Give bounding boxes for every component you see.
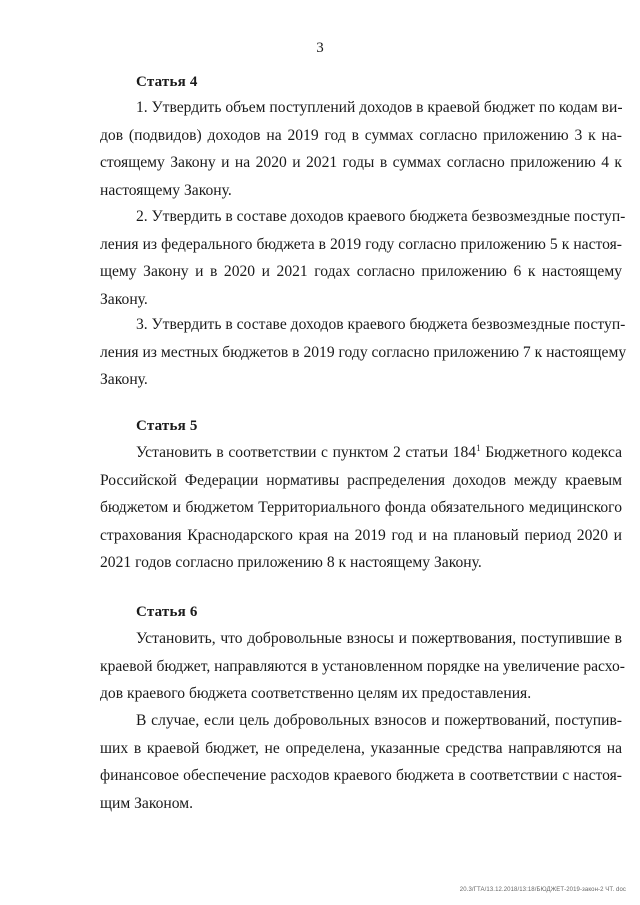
text-line: 1. Утвердить объем поступлений доходов в краевой бюджет по кодам ви- — [136, 99, 623, 116]
article-4-heading: Статья 4 — [136, 74, 198, 90]
article-4-paragraph-2 — [100, 203, 626, 313]
text-line: 2021 годов согласно приложению 8 к настоящему Закону. — [100, 554, 482, 571]
text-line: Российской Федерации нормативы распределения доходов между краевым — [100, 471, 622, 489]
text-line: краевой бюджет, направляются в установленном порядке на увеличение расхо- — [100, 657, 625, 675]
text-line: финансовое обеспечение расходов краевого бюджета в соответствии с настоя- — [100, 767, 622, 784]
article-6-heading: Статья 6 — [136, 604, 198, 620]
article-4-paragraph-3 — [100, 311, 627, 394]
text-line: Закону. — [100, 290, 148, 308]
text-line: ления из местных бюджетов в 2019 году согласно приложению 7 к настоящему — [100, 343, 627, 361]
text-line: страхования Краснодарского края на 2019 год и на плановый период 2020 и — [100, 526, 622, 544]
text-line: 2. Утвердить в составе доходов краевого бюджета безвозмездные поступ- — [136, 208, 626, 225]
text-fragment: Бюджетного кодекса — [480, 444, 623, 461]
text-line: 3. Утвердить в составе доходов краевого бюджета безвозмездные поступ- — [136, 316, 626, 333]
page-number: 3 — [316, 40, 324, 56]
text-line: настоящему Закону. — [100, 181, 232, 199]
text-fragment: Установить в соответствии с пунктом 2 статьи 184 — [136, 444, 477, 461]
text-line — [100, 439, 622, 467]
text-line: бюджетом и бюджетом Территориального фонда обязательного медицинского — [100, 499, 622, 516]
article-5-paragraph-1 — [100, 439, 622, 577]
article-6-paragraph-2 — [100, 707, 622, 817]
text-line: ших в краевой бюджет, не определена, указанные средства направляются на — [100, 739, 622, 757]
text-line: Установить, что добровольные взносы и пожертвования, поступившие в — [136, 630, 622, 647]
article-5-heading: Статья 5 — [136, 418, 198, 434]
text-line: дов (подвидов) доходов на 2019 год в суммах согласно приложению 3 к на- — [100, 126, 622, 144]
document-footer: 20.3/ГТА/13.12.2018/13:18/БЮДЖЕТ-2019-закон-2 ЧТ. doc — [459, 887, 626, 893]
text-line: щему Закону и в 2020 и 2021 годах согласно приложению 6 к настоящему — [100, 263, 622, 280]
text-line: дов краевого бюджета соответственно целям их предоставления. — [100, 685, 532, 702]
text-line: В случае, если цель добровольных взносов и пожертвований, поступив- — [136, 712, 622, 729]
text-line: щим Законом. — [100, 794, 194, 812]
article-6-paragraph-1 — [100, 625, 625, 708]
superscript: 1 — [476, 442, 481, 453]
text-line: стоящему Закону и на 2020 и 2021 годы в суммах согласно приложению 4 к — [100, 154, 622, 171]
text-line: Закону. — [100, 371, 148, 388]
text-line: ления из федерального бюджета в 2019 году согласно приложению 5 к настоя- — [100, 235, 622, 253]
article-4-paragraph-1 — [100, 94, 622, 204]
